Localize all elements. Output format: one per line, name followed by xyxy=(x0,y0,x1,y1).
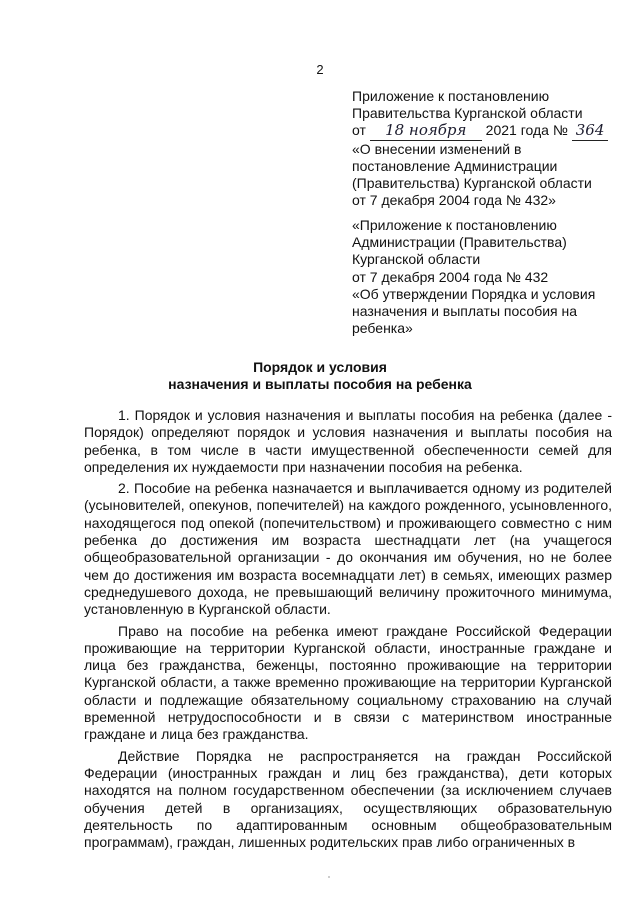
appendix-line: от 7 декабря 2004 года № 432» xyxy=(352,192,556,209)
appendix-line: постановление Администрации xyxy=(352,157,558,174)
appendix-line: Правительства Курганской области xyxy=(352,105,583,122)
appendix-line: «Об утверждении Порядка и условия xyxy=(352,285,596,302)
appendix-header xyxy=(352,88,605,209)
title-line: назначения и выплаты пособия на ребенка xyxy=(168,376,472,392)
paragraph: Право на пособие на ребенка имеют граждане Российской Федерации проживающие на территории Курганской области, иностранные граждане и лица без гражданства, беженцы, постоянно проживающие на территории Курганской области, а также временно проживающие на территории Курганской области и подлежащие обязательному социальному страхованию на случай временной нетрудоспособности и в связи с материнством иностранные граждане и лица без гражданства. xyxy=(84,622,612,743)
appendix-line: (Правительства) Курганской области xyxy=(352,175,592,192)
handwritten-number: 364 xyxy=(572,122,609,140)
appendix-line: «Приложение к постановлению xyxy=(352,217,557,233)
appendix-line: от 7 декабря 2004 года № 432 xyxy=(352,268,549,285)
appendix-line: ребенка» xyxy=(352,320,413,337)
appendix-line: Курганской области xyxy=(352,251,481,268)
appendix-original-header xyxy=(352,217,602,337)
appendix-line: назначения и выплаты пособия на xyxy=(352,303,578,320)
scan-speck xyxy=(328,876,330,878)
paragraph: 2. Пособие на ребенка назначается и выплачивается одному из родителей (усыновителей, опекунов, попечителей) на каждого рожденного, усыновленного, находящегося под опекой (попечительством) и проживающего совместно с ним ребенка до достижения им возраста шестнадцати лет (на учащегося общеобразовательной организации - до окончания им обучения, но не более чем до достижения им возраста восемнадцати лет) в семьях, имеющих размер среднедушевого дохода, не превышающий величину прожиточного минимума, установленную в Курганской области. xyxy=(84,480,612,618)
appendix-line: «О внесении изменений в xyxy=(352,140,522,157)
appendix-date-line xyxy=(352,121,605,140)
title-line: Порядок и условия xyxy=(253,359,387,375)
appendix-line: Администрации (Правительства) xyxy=(352,234,567,251)
handwritten-date: 18 ноября xyxy=(370,122,482,140)
appendix-line: Приложение к постановлению xyxy=(352,88,550,104)
document-body xyxy=(84,407,612,855)
paragraph: 1. Порядок и условия назначения и выплаты пособия на ребенка (далее - Порядок) определяют порядок и условия назначения и выплаты пособия на ребенка, в том числе в части имущественной обеспеченности семей для определения их нуждаемости при назначении пособия на ребенка. xyxy=(84,407,612,475)
paragraph: Действие Порядка не распространяется на граждан Российской Федерации (иностранных граждан и лиц без гражданства), дети которых находятся на полном государственном обеспечении (за исключением случаев обучения детей в организациях, осуществляющих образовательную деятельность по адаптированным основным общеобразовательным программам), граждан, лишенных родительских прав либо ограниченных в xyxy=(84,747,612,851)
appendix-date-prefix: от xyxy=(352,122,366,139)
appendix-year: 2021 года № xyxy=(485,122,568,139)
page-number: 2 xyxy=(316,62,324,77)
document-title xyxy=(0,359,640,393)
